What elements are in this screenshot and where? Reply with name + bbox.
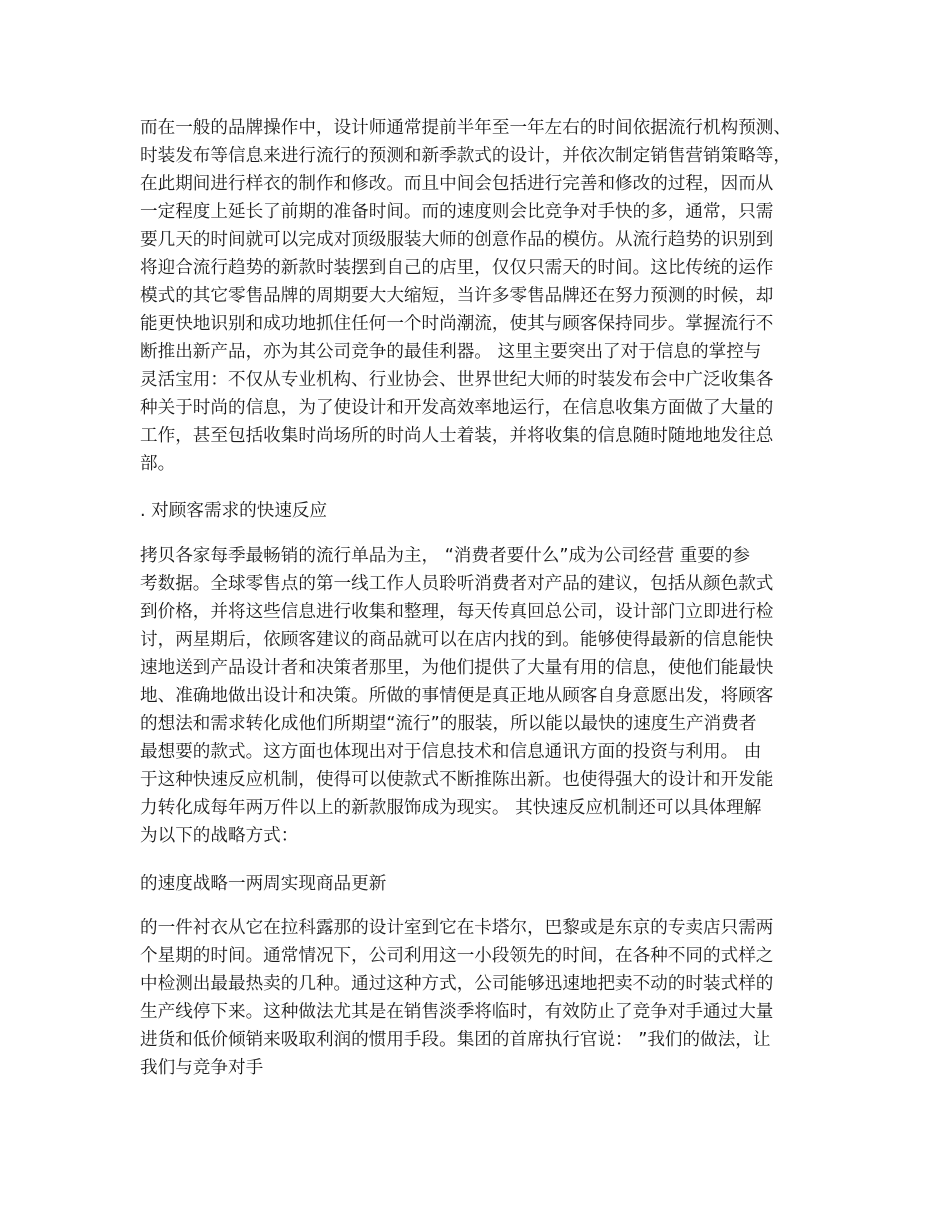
paragraph-line: 个星期的时间。通常情况下，公司利用这一小段领先的时间，在各种不同的式样之 xyxy=(140,946,774,966)
paragraph-line: 地、准确地做出设计和决策。所做的事情便是真正地从顾客自身意愿出发，将顾客 xyxy=(140,686,774,706)
paragraph-line: 考数据。全球零售点的第一线工作人员聆听消费者对产品的建议，包括从颜色款式 xyxy=(140,574,774,594)
paragraph-2 xyxy=(140,542,812,850)
paragraph-line: 时装发布等信息来进行流行的预测和新季款式的设计，并依次制定销售营销策略等， xyxy=(140,146,791,166)
paragraph-line: 在此期间进行样衣的制作和修改。而且中间会包括进行完善和修改的过程，因而从 xyxy=(140,174,774,194)
paragraph-line: 进货和低价倾销来吸取利润的惯用手段。集团的首席执行官说： ”我们的做法，让 xyxy=(140,1030,771,1050)
paragraph-line: 能更快地识别和成功地抓住任何一个时尚潮流，使其与顾客保持同步。掌握流行不 xyxy=(140,314,774,334)
paragraph-line: 模式的其它零售品牌的周期要大大缩短，当许多零售品牌还在努力预测的时候，却 xyxy=(140,286,774,306)
section-heading: 的速度战略一两周实现商品更新 xyxy=(140,874,387,894)
paragraph-line: 一定程度上延长了前期的准备时间。而的速度则会比竞争对手快的多，通常，只需 xyxy=(140,202,774,222)
paragraph-1 xyxy=(140,114,812,478)
paragraph-line: 我们与竞争对手 xyxy=(140,1058,264,1078)
paragraph-line: 将迎合流行趋势的新款时装摆到自己的店里，仅仅只需天的时间。这比传统的运作 xyxy=(140,258,774,278)
paragraph-line: 的想法和需求转化成他们所期望“流行”的服装，所以能以最快的速度生产消费者 xyxy=(140,714,757,734)
paragraph-line: 最想要的款式。这方面也体现出对于信息技术和信息通讯方面的投资与利用。 由 xyxy=(140,742,762,762)
section-heading-2 xyxy=(140,870,812,898)
paragraph-line: 灵活宝用：不仅从专业机构、行业协会、世界世纪大师的时装发布会中广泛收集各 xyxy=(140,370,774,390)
paragraph-line: 而在一般的品牌操作中，设计师通常提前半年至一年左右的时间依据流行机构预测、 xyxy=(140,118,791,138)
paragraph-line: 到价格，并将这些信息进行收集和整理，每天传真回总公司，设计部门立即进行检 xyxy=(140,602,774,622)
paragraph-line: 生产线停下来。这种做法尤其是在销售淡季将临时，有效防止了竞争对手通过大量 xyxy=(140,1002,774,1022)
paragraph-line: 断推出新产品，亦为其公司竞争的最佳利器。 这里主要突出了对于信息的掌控与 xyxy=(140,342,762,362)
paragraph-line: 为以下的战略方式： xyxy=(140,826,299,846)
paragraph-line: 种关于时尚的信息，为了使设计和开发高效率地运行，在信息收集方面做了大量的 xyxy=(140,398,774,418)
paragraph-line: 工作，甚至包括收集时尚场所的时尚人士着装，并将收集的信息随时随地地发往总 xyxy=(140,426,774,446)
section-heading: . 对顾客需求的快速反应 xyxy=(140,501,328,521)
paragraph-line: 部。 xyxy=(140,454,176,474)
section-heading-1 xyxy=(140,497,812,525)
paragraph-line: 力转化成每年两万件以上的新款服饰成为现实。 其快速反应机制还可以具体理解 xyxy=(140,798,762,818)
paragraph-line: 要几天的时间就可以完成对顶级服装大师的创意作品的模仿。从流行趋势的识别到 xyxy=(140,230,774,250)
paragraph-line: 拷贝各家每季最畅销的流行单品为主， “消费者要什么”成为公司经营 重要的参 xyxy=(140,546,751,566)
paragraph-line: 中检测出最最热卖的几种。通过这种方式，公司能够迅速地把卖不动的时装式样的 xyxy=(140,974,774,994)
paragraph-line: 速地送到产品设计者和决策者那里，为他们提供了大量有用的信息，使他们能最快 xyxy=(140,658,774,678)
paragraph-3 xyxy=(140,914,812,1082)
paragraph-line: 的一件衬衣从它在拉科露那的设计室到它在卡塔尔，巴黎或是东京的专卖店只需两 xyxy=(140,918,774,938)
paragraph-line: 讨，两星期后，依顾客建议的商品就可以在店内找的到。能够使得最新的信息能快 xyxy=(140,630,774,650)
paragraph-line: 于这种快速反应机制，使得可以使款式不断推陈出新。也使得强大的设计和开发能 xyxy=(140,770,774,790)
